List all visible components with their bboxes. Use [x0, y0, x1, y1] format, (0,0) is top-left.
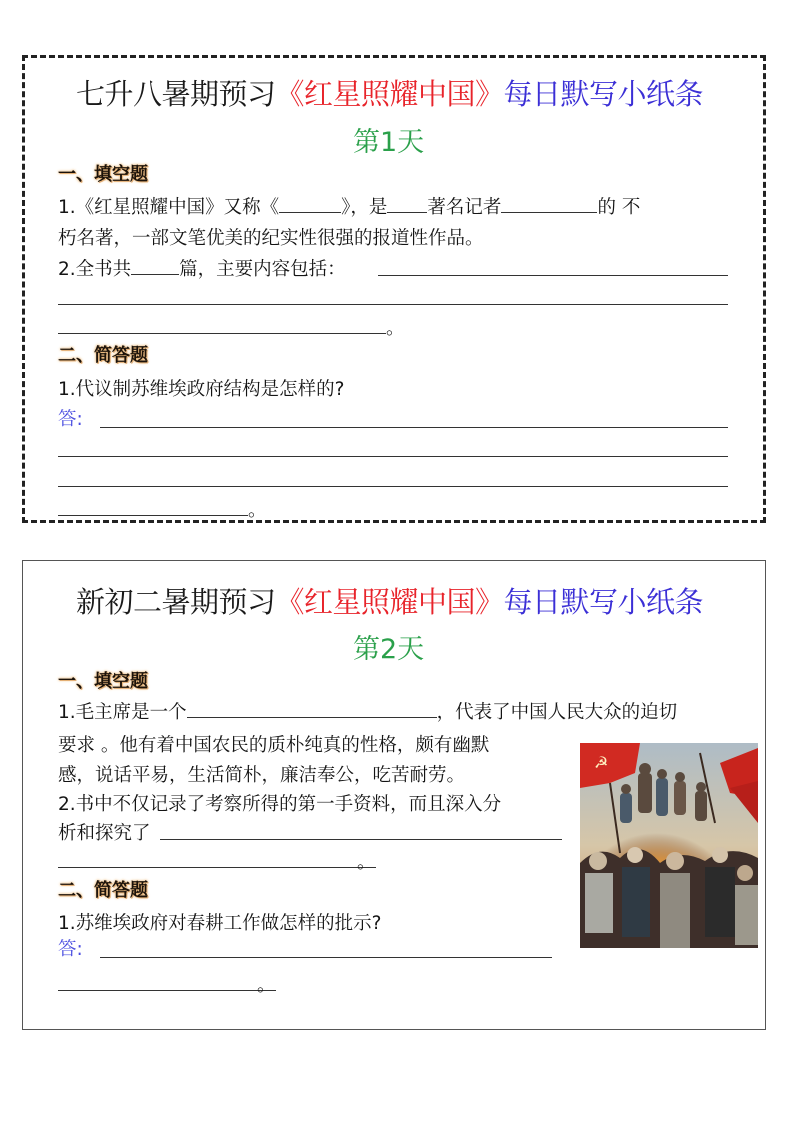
card2-day-label: 第2天	[353, 634, 425, 665]
card2-answer-line-2[interactable]	[58, 990, 276, 991]
card1-section-fill-blank: 一、填空题	[58, 164, 148, 185]
card1-q2-answer-line-3[interactable]	[58, 333, 386, 334]
card1-section-short-answer: 二、简答题	[58, 345, 148, 366]
card1-title-prefix: 七升八暑期预习	[76, 77, 276, 111]
card2-title-book: 《红星照耀中国》	[275, 585, 504, 619]
card2-q1-text-a: 1.毛主席是一个	[58, 702, 187, 723]
card1-answer-line-1[interactable]	[100, 427, 728, 428]
card1-q1-text-b: 》，是	[341, 197, 388, 218]
painting-svg	[580, 743, 758, 948]
card1-q2-line1	[58, 255, 346, 281]
card1-q2-answer-line-2[interactable]	[58, 304, 728, 305]
card1-q1-blank-author[interactable]	[501, 194, 597, 213]
card1-q3-text: 1.代议制苏维埃政府结构是怎样的?	[58, 379, 345, 400]
card1-q1-blank-title[interactable]	[279, 194, 341, 213]
card2-answer-period: 。	[257, 975, 276, 996]
card2-q3-text: 1.苏维埃政府对春耕工作做怎样的批示?	[58, 913, 382, 934]
card1-q2-period: 。	[386, 318, 405, 339]
card1-answer-label: 答:	[58, 409, 83, 430]
card1-q1-line2: 朽名著，一部文笔优美的纪实性很强的报道性作品。	[58, 228, 484, 249]
card1-q1-text-d: 的 不	[597, 197, 641, 218]
card2-section-fill-blank: 一、填空题	[58, 671, 148, 692]
card2-q2-period: 。	[357, 852, 376, 873]
card2-q2-answer-line-1[interactable]	[160, 839, 562, 840]
card2-answer-line-1[interactable]	[100, 957, 552, 958]
foreground-crowd	[580, 847, 758, 948]
card1-title-book: 《红星照耀中国》	[275, 77, 504, 111]
card2-q2-line2: 析和探究了	[58, 823, 151, 844]
flag-emblem: ☭	[594, 753, 609, 772]
card2-title	[76, 580, 703, 621]
card2-q1-line1	[58, 698, 677, 724]
card2-title-prefix: 新初二暑期预习	[76, 585, 276, 619]
card1-q2-answer-line-1[interactable]	[378, 275, 728, 276]
card1-title	[76, 72, 703, 113]
card1-q2-text-a: 2.全书共	[58, 259, 132, 280]
card1-q1-text-a: 1.《红星照耀中国》又称《	[58, 197, 280, 218]
card2-answer-label: 答:	[58, 939, 83, 960]
card2-q1-blank[interactable]	[187, 699, 437, 718]
card1-q1-text-c: 著名记者	[427, 197, 502, 218]
revolutionary-crowd-painting	[580, 743, 758, 948]
card1-q1-blank-country[interactable]	[387, 194, 427, 213]
card1-day-label: 第1天	[353, 127, 425, 158]
card2-q1-text-b: ，代表了中国人民大众的迫切	[436, 702, 678, 723]
card1-q1-line1	[58, 193, 640, 219]
card2-q2-answer-line-2[interactable]	[58, 867, 376, 868]
card1-q2-blank-count[interactable]	[131, 256, 179, 275]
card2-q1-line2: 要求 。他有着中国农民的质朴纯真的性格，颇有幽默	[58, 735, 490, 756]
card1-answer-period: 。	[248, 500, 267, 521]
card2-section-short-answer: 二、简答题	[58, 880, 148, 901]
card2-title-suffix: 每日默写小纸条	[503, 585, 704, 619]
card2-q1-line3: 感，说话平易，生活简朴，廉洁奉公，吃苦耐劳。	[58, 765, 466, 786]
card1-title-suffix: 每日默写小纸条	[503, 77, 704, 111]
card1-answer-line-2[interactable]	[58, 456, 728, 457]
card1-q2-text-b: 篇，主要内容包括：	[179, 259, 346, 280]
card1-answer-line-4[interactable]	[58, 515, 248, 516]
card2-q2-line1: 2.书中不仅记录了考察所得的第一手资料，而且深入分	[58, 794, 502, 815]
card1-answer-line-3[interactable]	[58, 486, 728, 487]
